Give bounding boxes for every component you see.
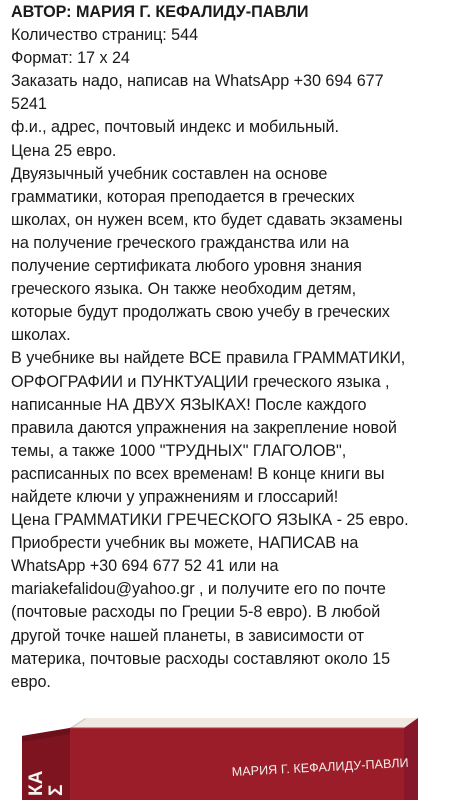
book-cover-image[interactable] [0, 710, 453, 800]
purchase-line: mariakefalidou@yahoo.gr , и получите его по почте [11, 580, 386, 599]
shipping-line: материка, почтовые расходы составляют около 15 [11, 649, 391, 668]
description-line: школах. [11, 326, 71, 345]
price-line: Цена 25 евро. [11, 141, 117, 160]
contents-line: расписанных по всех временам! В конце книги вы [11, 464, 385, 483]
description-line: получение сертификата любого уровня знания [11, 257, 362, 276]
shipping-line: другой точке нашей планеты, в зависимости от [11, 626, 364, 645]
format-line: Формат: 17 х 24 [11, 49, 130, 68]
contents-line: написанные НА ДВУХ ЯЗЫКАХ! После каждого [11, 395, 367, 414]
price-line: Цена ГРАММАТИКИ ГРЕЧЕСКОГО ЯЗЫКА - 25 евро. [11, 511, 409, 530]
spine-text: КА [26, 770, 47, 796]
contents-line: правила даются упражнения на закрепление новой [11, 418, 397, 437]
purchase-line: WhatsApp +30 694 677 52 41 или на [11, 557, 279, 576]
description-line: школах, он нужен всем, кто будет сдавать экзамены [11, 210, 403, 229]
author-line: АВТОР: МАРИЯ Г. КЕФАЛИДУ-ПАВЛИ [11, 3, 309, 21]
cover-author-text: МАРИЯ Г. КЕФАЛИДУ-ПАВЛИ [231, 755, 410, 779]
order-line: 5241 [11, 95, 47, 114]
purchase-line: Приобрести учебник вы можете, НАПИСАВ на [11, 534, 359, 553]
page-count-line: Количество страниц: 544 [11, 26, 199, 45]
contents-line: В учебнике вы найдете ВСЕ правила ГРАММАТИКИ, [11, 349, 406, 368]
order-line: Заказать надо, написав на WhatsApp +30 694 677 [11, 72, 384, 91]
spine-text: Σ [46, 784, 67, 796]
shipping-line: евро. [11, 672, 51, 691]
description-line: греческого языка. Он также необходим детям, [11, 280, 357, 299]
contents-line: ОРФОГРАФИИ и ПУНКТУАЦИИ греческого языка , [11, 372, 390, 391]
description-line: Двуязычный учебник составлен на основе [11, 164, 328, 183]
post-text [11, 1, 449, 694]
description-line: на получение греческого гражданства или на [11, 233, 349, 252]
contents-line: темы, а также 1000 "ТРУДНЫХ" ГЛАГОЛОВ", [11, 441, 347, 460]
book-illustration [0, 710, 453, 800]
description-line: грамматики, которая преподается в греческих [11, 187, 355, 206]
shipping-line: (почтовые расходы по Греции 5-8 евро). В любой [11, 603, 381, 622]
book-pages-edge [70, 718, 418, 728]
contents-line: найдете ключи у упражнениям и глоссарий! [11, 487, 339, 506]
order-details-line: ф.и., адрес, почтовый индекс и мобильный. [11, 118, 339, 137]
description-line: которые будут продолжать свою учебу в греческих [11, 303, 390, 322]
